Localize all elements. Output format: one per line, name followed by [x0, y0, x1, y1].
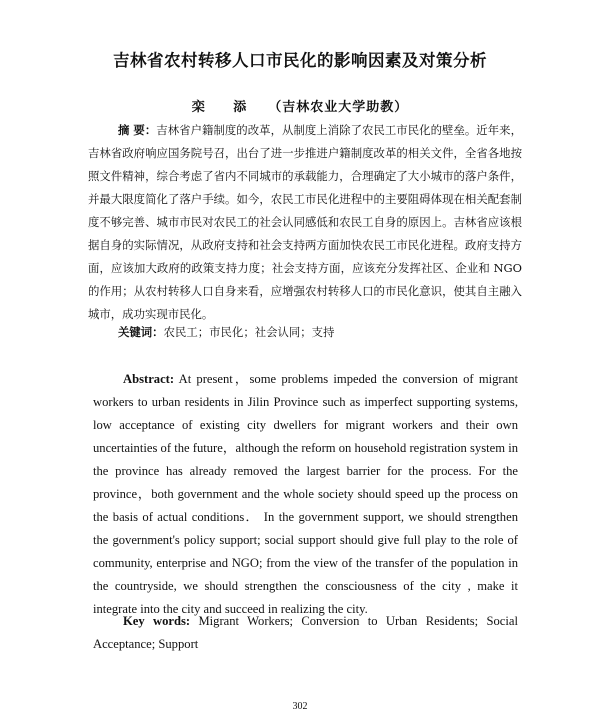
chinese-keywords: [118, 322, 522, 342]
paper-title: 吉林省农村转移人口市民化的影响因素及对策分析: [113, 51, 487, 70]
chinese-abstract: [88, 119, 522, 326]
chinese-abstract-label: 摘 要：: [118, 123, 157, 137]
english-abstract: [93, 368, 518, 621]
english-keywords-text: Migrant Workers; Conversion to Urban Residents; Social Acceptance; Support: [93, 614, 518, 651]
page-number: 302: [292, 701, 308, 712]
english-abstract-text: At present，some problems impeded the conversion of migrant workers to urban residents in Jilin Province such as imperfect supporting systems, low acceptance of existing city dwellers for migrant workers and their own uncertainties of the future，although the reform on household registration system in the province has already removed the largest barrier for the process. For the province，both government and the whole society should speed up the process on the basis of actual conditions． In the government support, we should strengthen the government's policy support; social support should give full play to the role of community, enterprise and NGO; from the view of the transfer of the population in the countryside, we should strengthen the consciousness of the city , make it integrate into the city and succeed in realizing the city.: [93, 372, 518, 616]
english-keywords-label: Key words:: [123, 614, 191, 628]
english-keywords: [93, 610, 518, 656]
author-affiliation: （吉林农业大学助教）: [268, 100, 409, 115]
author-line: [0, 96, 600, 115]
chinese-keywords-label: 关键词：: [118, 325, 164, 339]
author-name: 栾 添: [191, 100, 259, 115]
chinese-abstract-text: 吉林省户籍制度的改革，从制度上消除了农民工市民化的壁垒。近年来，吉林省政府响应国务院号召，出台了进一步推进户籍制度改革的相关文件，全省各地按照文件精神，综合考虑了省内不同城市的承载能力，合理确定了大小城市的落户条件，并最大限度简化了落户手续。如今，农民工市民化进程中的主要阻碍体现在相关配套制度不够完善、城市市民对农民工的社会认同感低和农民工自身的原因上。吉林省应该根据自身的实际情况，从政府支持和社会支持两方面加快农民工市民化进程。政府支持方面，应该加大政府的政策支持力度；社会支持方面，应该充分发挥社区、企业和 NGO 的作用；从农村转移人口自身来看，应增强农村转移人口的市民化意识，使其自主融入城市，成功实现市民化。: [88, 123, 522, 321]
chinese-keywords-text: 农民工；市民化；社会认同；支持: [163, 325, 335, 339]
english-abstract-label: Abstract:: [123, 372, 175, 386]
